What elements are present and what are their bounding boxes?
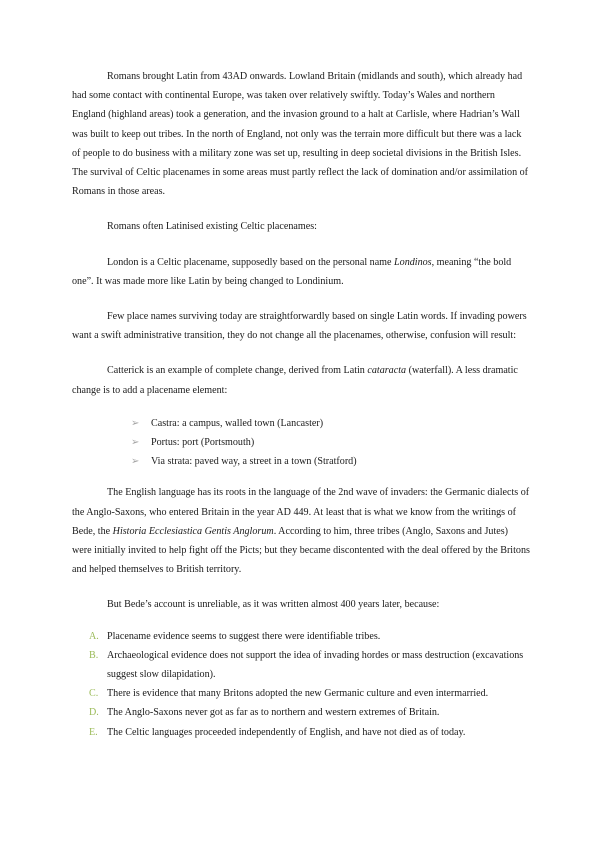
reasons-list <box>72 627 530 742</box>
paragraph-text: Catterick is an example of complete change, derived from Latin <box>107 365 368 377</box>
paragraph-text: (waterfall). A less dramatic change is to add a placename element: <box>72 365 518 396</box>
paragraph-text: London is a Celtic placename, supposedly based on the personal name <box>107 256 395 268</box>
list-item <box>89 723 530 742</box>
list-item-text: The Celtic languages proceeded independently of English, and have not died as of today. <box>107 726 466 738</box>
list-item <box>89 703 530 722</box>
paragraph-text: But Bede’s account is unreliable, as it was written almost 400 years later, because: <box>107 599 440 611</box>
list-item <box>131 452 530 471</box>
list-item <box>89 684 530 703</box>
list-marker: E. <box>89 726 98 738</box>
paragraph-english-roots <box>72 483 530 579</box>
list-marker: B. <box>89 649 99 661</box>
placename-element-list <box>72 414 530 472</box>
list-item-text: Archaeological evidence does not support the idea of invading hordes or mass destruction (excavations suggest slow dilapidation). <box>107 649 524 681</box>
list-item-text: Placename evidence seems to suggest there were identifiable tribes. <box>107 630 381 642</box>
list-item <box>131 414 530 433</box>
italic-term: Historia Ecclesiastica Gentis Anglorum <box>112 525 274 537</box>
list-item <box>89 627 530 646</box>
list-item <box>89 646 530 684</box>
list-item-text: There is evidence that many Britons adopted the new Germanic culture and even intermarried. <box>107 688 489 700</box>
italic-term: Londinos <box>394 256 432 268</box>
arrow-bullet-icon: ➢ <box>131 437 140 449</box>
paragraph-text: Romans often Latinised existing Celtic placenames: <box>107 221 317 233</box>
arrow-bullet-icon: ➢ <box>131 417 140 429</box>
paragraph-place-names <box>72 307 530 345</box>
paragraph-text: . According to him, three tribes (Anglo, Saxons and Jutes) were initially invited to help fight off the Picts; but they became discontented with the deal offered by the Britons and helped themselves to British territory. <box>72 525 530 576</box>
paragraph-text: Romans brought Latin from 43AD onwards. Lowland Britain (midlands and south), which already had had some contact with continental Europe, was taken over relatively swiftly. Today’s Wales and northern England (highland areas) took a generation, and the invasion ground to a halt at Carlisle, where Hadrian’s Wall was built to keep out tribes. In the north of England, not only was the terrain more difficult but there was a lack of people to do business with a military zone was set up, resulting in deep societal divisions in the British Isles. The survival of Celtic placenames in some areas must partly reflect the lack of domination and/or assimilation of Romans in those areas. <box>72 71 529 198</box>
document-body <box>72 67 530 742</box>
list-item-text: Castra: a campus, walled town (Lancaster) <box>151 417 324 429</box>
paragraph-text: Few place names surviving today are straightforwardly based on single Latin words. If invading powers want a swift administrative transition, they do not change all the placenames, otherwise, confusion will result: <box>72 311 527 342</box>
list-item-text: Portus: port (Portsmouth) <box>151 437 255 449</box>
list-marker: C. <box>89 688 99 700</box>
list-marker: D. <box>89 707 99 719</box>
arrow-bullet-icon: ➢ <box>131 456 140 468</box>
paragraph-catterick <box>72 361 530 399</box>
paragraph-bede-unreliable <box>72 595 530 614</box>
paragraph-latinised-placenames <box>72 217 530 236</box>
list-item <box>131 433 530 452</box>
paragraph-text: , meaning “the bold one”. It was made more like Latin by being changed to Londinium. <box>72 256 512 287</box>
list-item-text: The Anglo-Saxons never got as far as to northern and western extremes of Britain. <box>107 707 440 719</box>
paragraph-roman-invasion <box>72 67 530 201</box>
italic-term: cataracta <box>367 365 407 377</box>
list-item-text: Via strata: paved way, a street in a town (Stratford) <box>151 456 357 468</box>
paragraph-london <box>72 253 530 291</box>
list-marker: A. <box>89 630 99 642</box>
paragraph-text: The English language has its roots in the language of the 2nd wave of invaders: the Germanic dialects of the Anglo-Saxons, who entered Britain in the year AD 449. At least that is what we know from the writings of Bede, the <box>72 487 530 537</box>
